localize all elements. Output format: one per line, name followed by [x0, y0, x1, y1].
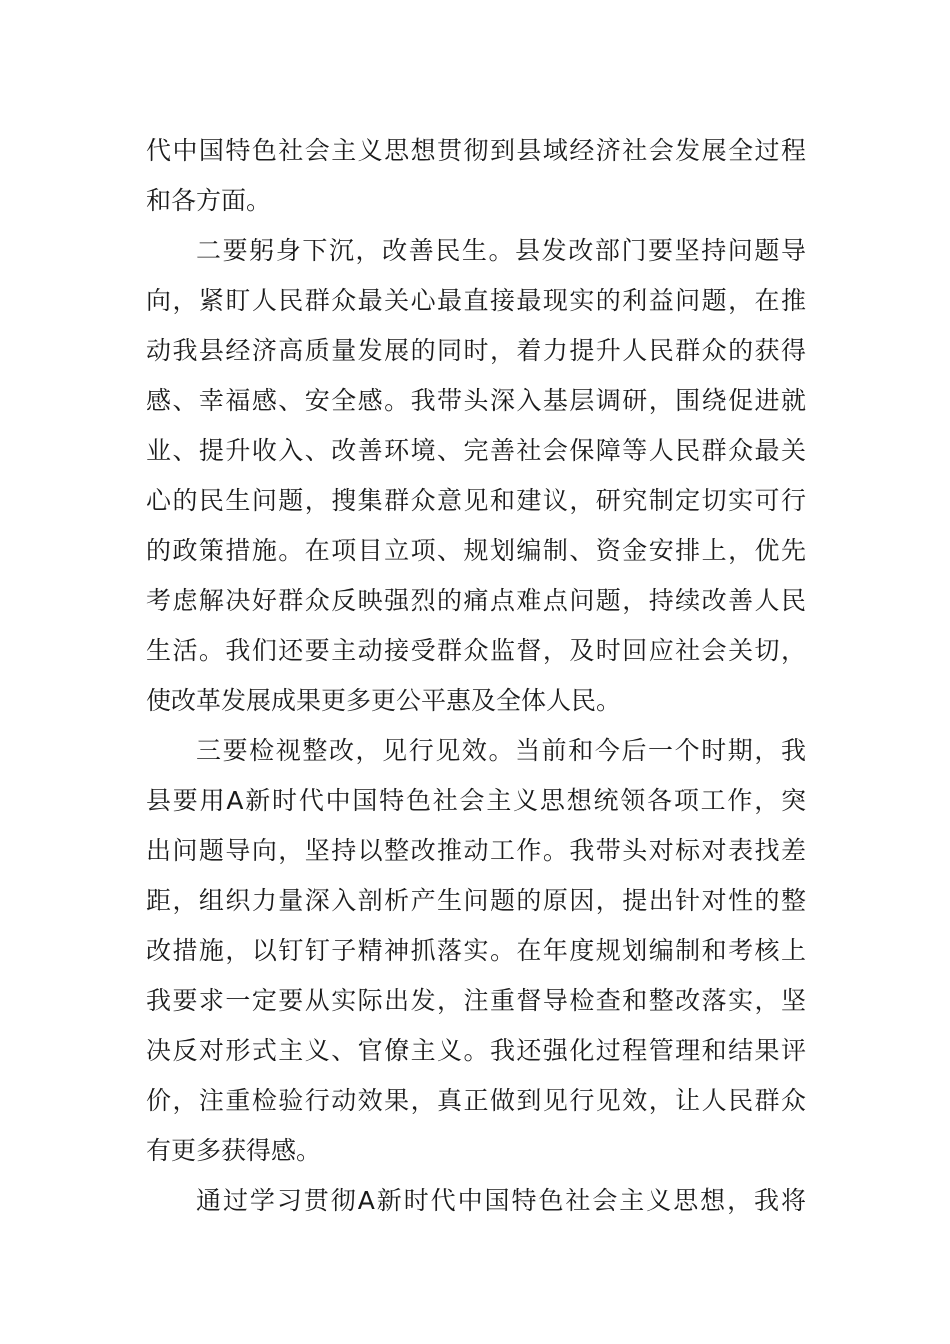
- text-line: 价，注重检验行动效果，真正做到见行见效，让人民群众: [146, 1086, 806, 1115]
- text-line: 感、幸福感、安全感。我带头深入基层调研，围绕促进就: [146, 386, 806, 415]
- text-line: 有更多获得感。: [146, 1136, 322, 1165]
- text-line: 县要用A新时代中国特色社会主义思想统领各项工作，突: [146, 786, 806, 815]
- text-line: 二要躬身下沉，改善民生。县发改部门要坚持问题导: [196, 236, 806, 265]
- text-line: 代中国特色社会主义思想贯彻到县域经济社会发展全过程: [146, 136, 806, 165]
- text-line: 改措施，以钉钉子精神抓落实。在年度规划编制和考核上: [146, 936, 806, 965]
- text-line: 动我县经济高质量发展的同时，着力提升人民群众的获得: [146, 336, 806, 365]
- text-line: 三要检视整改，见行见效。当前和今后一个时期，我: [196, 736, 806, 765]
- text-line: 决反对形式主义、官僚主义。我还强化过程管理和结果评: [146, 1036, 806, 1065]
- text-line: 距，组织力量深入剖析产生问题的原因，提出针对性的整: [146, 886, 806, 915]
- text-line: 使改革发展成果更多更公平惠及全体人民。: [146, 686, 622, 715]
- text-line: 业、提升收入、改善环境、完善社会保障等人民群众最关: [146, 436, 806, 465]
- text-line: 考虑解决好群众反映强烈的痛点难点问题，持续改善人民: [146, 586, 806, 615]
- text-line: 出问题导向，坚持以整改推动工作。我带头对标对表找差: [146, 836, 806, 865]
- text-line: 生活。我们还要主动接受群众监督，及时回应社会关切，: [146, 636, 806, 665]
- text-line: 的政策措施。在项目立项、规划编制、资金安排上，优先: [146, 536, 806, 565]
- text-line: 向，紧盯人民群众最关心最直接最现实的利益问题，在推: [146, 286, 806, 315]
- text-line: 通过学习贯彻A新时代中国特色社会主义思想，我将: [196, 1186, 806, 1215]
- text-line: 心的民生问题，搜集群众意见和建议，研究制定切实可行: [146, 486, 806, 515]
- text-line: 我要求一定要从实际出发，注重督导检查和整改落实，坚: [146, 986, 806, 1015]
- text-line: 和各方面。: [146, 186, 272, 215]
